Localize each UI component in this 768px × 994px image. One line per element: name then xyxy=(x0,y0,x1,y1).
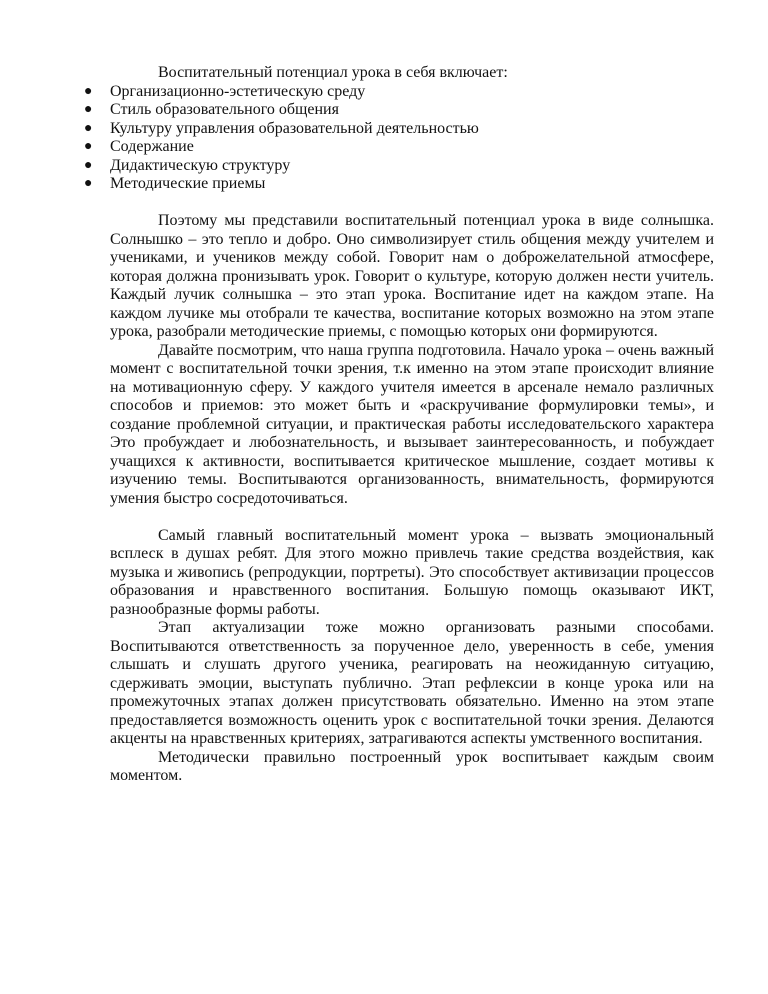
paragraph: Поэтому мы представили воспитательный потенциал урока в виде солнышка. Солнышко – это тепло и добро. Оно символизирует стиль общения между учителем и учениками, и учеников между собой. Говорит нам о доброжелательной атмосфере, которая должна пронизывать урок. Говорит о культуре, которую должен нести учитель. Каждый лучик солнышка – это этап урока. Воспитание идет на каждом этапе. На каждом лучике мы отобрали те качества, воспитание которых возможно на этом этапе урока, разобрали методические приемы, с помощью которых они формируются. xyxy=(110,212,714,340)
bullet-icon: ● xyxy=(84,139,93,154)
bullet-icon: ● xyxy=(84,83,93,99)
paragraph: Этап актуализации тоже можно организовать разными способами. Воспитываются ответственность за порученное дело, уверенность в себе, умения слышать и слушать другого ученика, реагировать на неожиданную ситуацию, сдерживать эмоции, выступать публично. Этап рефлексии в конце урока или на промежуточных этапах должен присутствовать обязательно. Именно на этом этапе предоставляется возможность оценить урок с воспитательной точки зрения. Делаются акценты на нравственных критериях, затрагиваются аспекты умственного воспитания. xyxy=(110,619,714,747)
spacer xyxy=(110,508,714,527)
list-item xyxy=(84,101,714,120)
list-item-text: Культуру управления образовательной деятельностью xyxy=(110,119,479,137)
bullet-icon: ● xyxy=(84,120,93,136)
document-page xyxy=(84,64,714,786)
list-item xyxy=(84,156,714,176)
paragraph: Давайте посмотрим, что наша группа подготовила. Начало урока – очень важный момент с воспитательной точки зрения, т.к именно на этом этапе происходит влияние на мотивационную сферу. У каждого учителя имеется в арсенале немало различных способов и приемов: это может быть и «раскручивание формулировки темы», и создание проблемной ситуации, и практическая работы исследовательского характера Это пробуждает и любознательность, и вызывает заинтересованность, и побуждает учащихся к активности, воспитывается критическое мышление, создает мотивы к изучению темы. Воспитываются организованность, внимательность, формируются умения быстро сосредоточиваться. xyxy=(110,341,714,507)
list-item xyxy=(84,175,714,194)
bullet-icon: ● xyxy=(84,157,93,173)
bullet-list xyxy=(84,82,714,194)
list-item-text: Содержание xyxy=(110,138,194,155)
list-item xyxy=(84,119,714,139)
list-item-text: Стиль образовательного общения xyxy=(110,101,339,118)
spacer xyxy=(110,194,714,213)
intro-text: Воспитательный потенциал урока в себя включает: xyxy=(158,64,508,81)
paragraph: Самый главный воспитательный момент урока – вызвать эмоциональный всплеск в душах ребят. Для этого можно привлечь такие средства воздействия, как музыка и живопись (репродукции, портреты). Это способствует активизации процессов образования и нравственного воспитания. Большую помощь оказывают ИКТ, разнообразные формы работы. xyxy=(110,526,714,618)
bullet-icon: ● xyxy=(84,176,93,191)
list-item xyxy=(84,138,714,157)
list-item-text: Дидактическую структуру xyxy=(110,156,291,174)
list-item-text: Организационно-эстетическую среду xyxy=(110,82,366,100)
paragraph: Методически правильно построенный урок воспитывает каждым своим моментом. xyxy=(110,748,714,784)
list-item xyxy=(84,82,714,102)
bullet-icon: ● xyxy=(84,102,93,117)
list-item-text: Методические приемы xyxy=(110,175,266,192)
